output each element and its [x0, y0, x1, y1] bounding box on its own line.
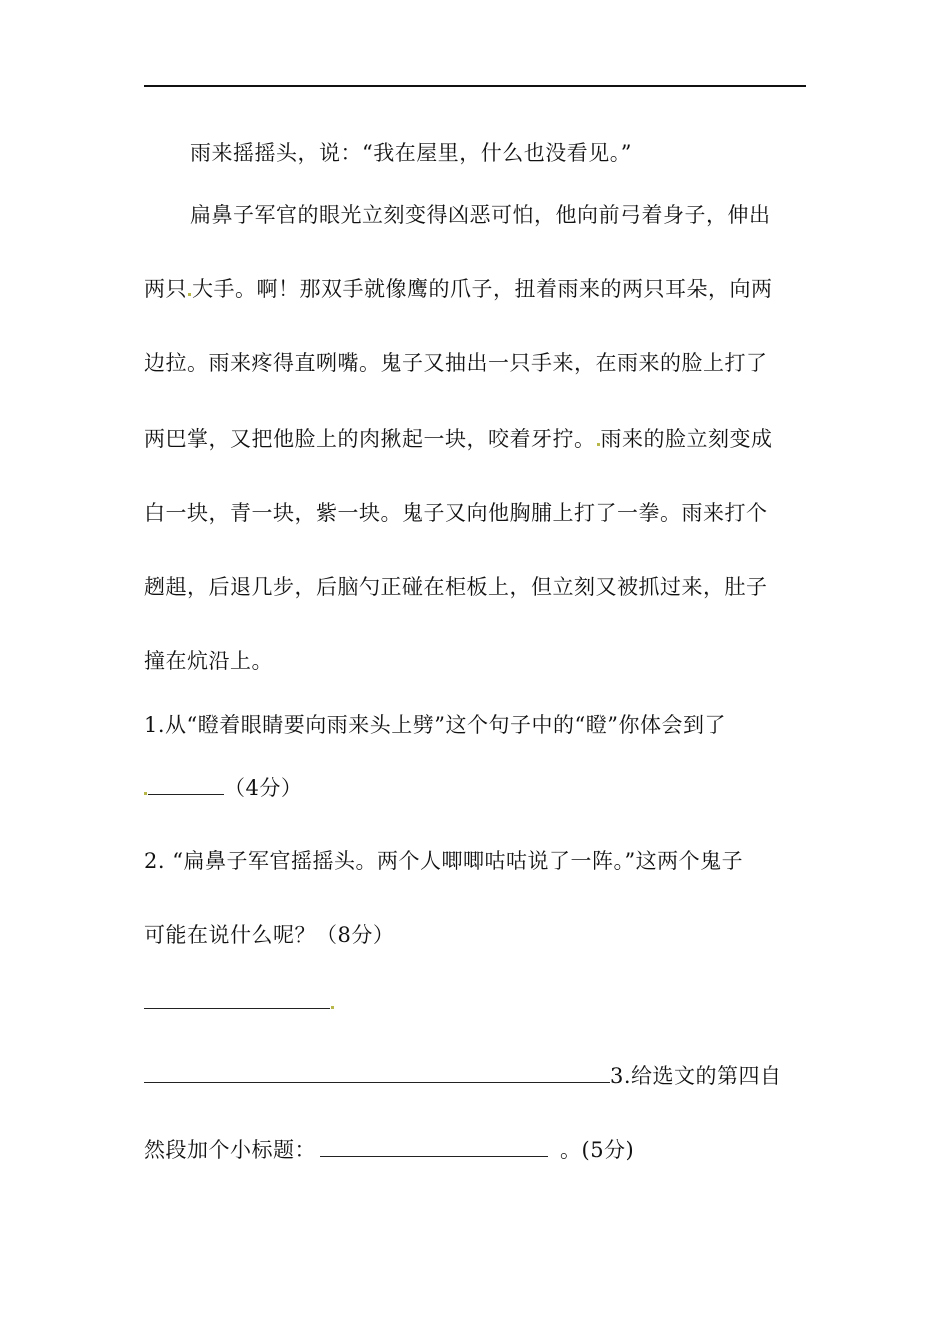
passage-text: 白一块，青一块，紫一块。鬼子又向他胸脯上打了一拳。雨来打个: [144, 501, 768, 525]
question-2-answer-line-1: [144, 986, 814, 1017]
answer-blank[interactable]: [144, 986, 330, 1009]
ink-mark: [331, 1006, 334, 1009]
ink-mark: [597, 443, 600, 446]
passage-paragraph-2-line-6: [144, 572, 814, 602]
passage-text: 雨来摇摇头，说：“我在屋里，什么也没看见。”: [190, 141, 632, 165]
ink-mark: [144, 792, 147, 795]
question-text: 2. “扁鼻子军官摇摇头。两个人唧唧咕咕说了一阵。”这两个鬼子: [144, 849, 744, 873]
passage-text: 边拉。雨来疼得直咧嘴。鬼子又抽出一只手来，在雨来的脸上打了: [144, 351, 768, 375]
question-2-line-2: [144, 920, 814, 950]
score-text: 。(5分): [560, 1138, 635, 1162]
passage-text: 两只: [144, 277, 187, 301]
passage-text: 趔趄，后退几步，后脑勺正碰在柜板上，但立刻又被抓过来，肚子: [144, 575, 768, 599]
passage-paragraph-2-line-7: [144, 646, 814, 676]
question-text: 3.给选文的第四自: [610, 1064, 782, 1088]
passage-paragraph-1: [144, 138, 860, 168]
passage-paragraph-2-line-1: [144, 200, 860, 230]
question-text: 1.从“瞪着眼睛要向雨来头上劈”这个句子中的“瞪”你体会到了: [144, 713, 726, 737]
passage-text: 撞在炕沿上。: [144, 649, 273, 673]
passage-paragraph-2-line-5: [144, 498, 814, 528]
score-text: （4分）: [224, 776, 303, 800]
answer-blank[interactable]: [320, 1134, 548, 1157]
passage-paragraph-2-line-3: [144, 348, 814, 378]
question-3-line-2: [144, 1134, 814, 1165]
question-1-line-1: [144, 710, 814, 740]
question-text: 然段加个小标题：: [144, 1138, 316, 1162]
question-2-line-1: [144, 846, 814, 876]
answer-blank[interactable]: [144, 1060, 610, 1083]
passage-text: 扁鼻子军官的眼光立刻变得凶恶可怕，他向前弓着身子，伸出: [190, 203, 771, 227]
passage-text: 雨来的脸立刻变成: [600, 427, 773, 451]
passage-text: 两巴掌，又把他脸上的肉揪起一块，咬着牙拧。: [144, 427, 596, 451]
question-2-answer-line-2: [144, 1060, 814, 1091]
passage-text: 大手。啊！那双手就像鹰的爪子，扭着雨来的两只耳朵，向两: [192, 277, 773, 301]
answer-blank[interactable]: [148, 772, 224, 795]
passage-paragraph-2-line-4: [144, 424, 814, 454]
question-1-line-2: [144, 772, 814, 803]
ink-mark: [188, 293, 191, 296]
passage-paragraph-2-line-2: [144, 274, 814, 304]
header-rule: [144, 85, 806, 87]
question-text: 可能在说什么呢？（8分）: [144, 923, 395, 947]
